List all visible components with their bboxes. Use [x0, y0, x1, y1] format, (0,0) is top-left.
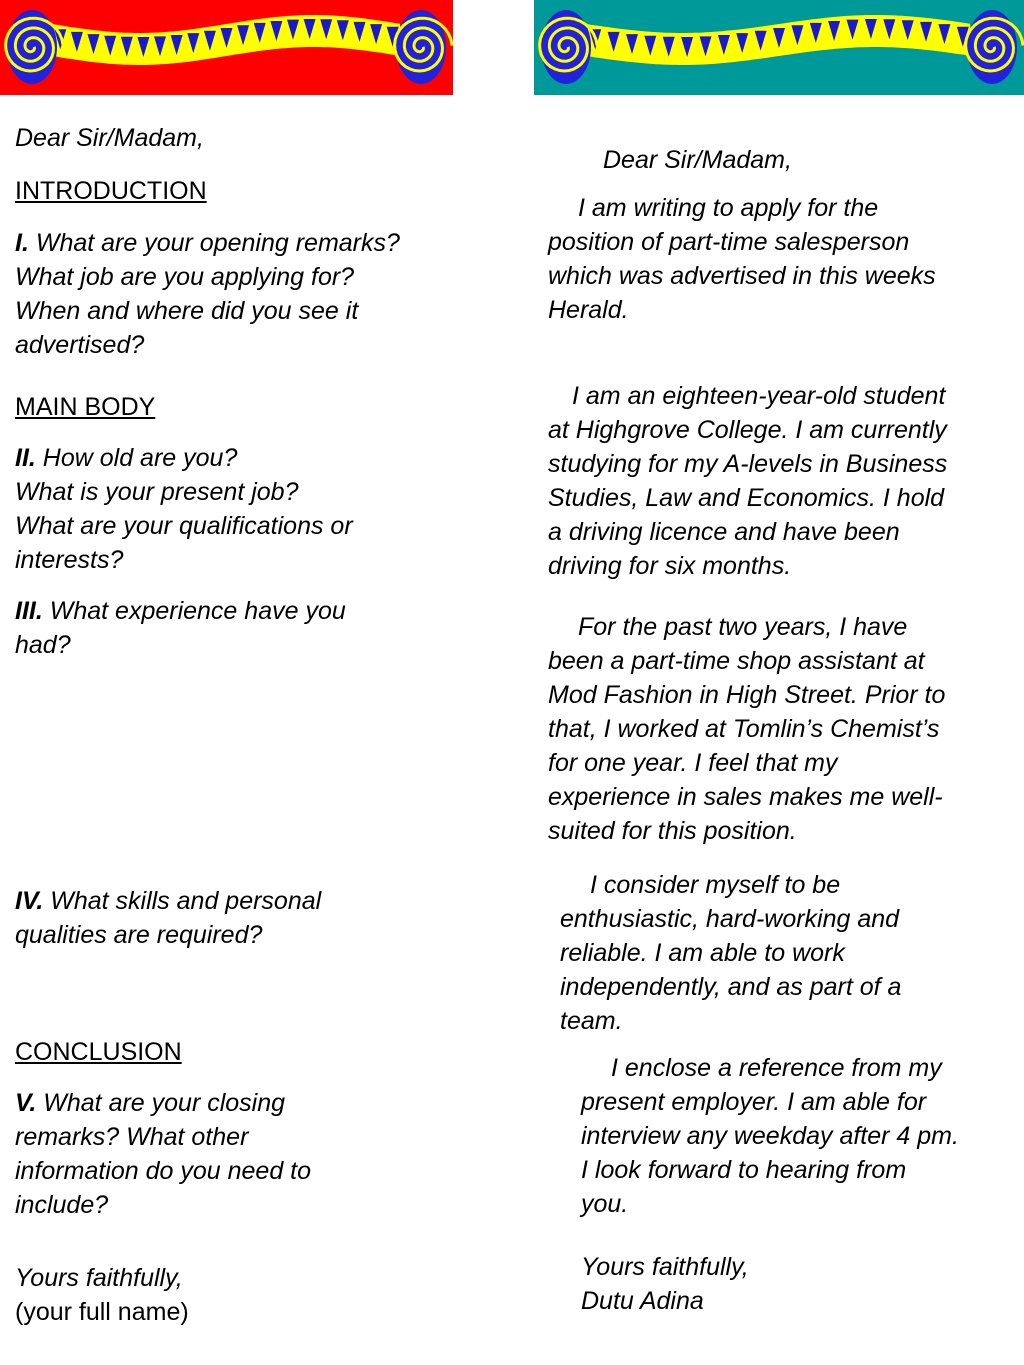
paragraph-line: I enclose a reference from my	[611, 1054, 942, 1082]
question-line: How old are you?	[35, 444, 238, 472]
question-line: When and where did you see it	[15, 297, 359, 325]
conclusion-heading: CONCLUSION	[15, 1038, 182, 1066]
triangle-wave-band	[0, 0, 453, 95]
letter-signature: Dutu Adina	[581, 1287, 704, 1315]
paragraph-line: reliable. I am able to work	[560, 939, 845, 967]
plan-greeting: Dear Sir/Madam,	[15, 124, 204, 152]
paragraph-line: at Highgrove College. I am currently	[548, 416, 947, 444]
question-line: What are your opening remarks?	[28, 229, 400, 257]
question-line: What skills and personal	[43, 887, 322, 915]
paragraph-line: interview any weekday after 4 pm.	[581, 1122, 959, 1150]
question-line: interests?	[15, 546, 124, 574]
paragraph-line: driving for six months.	[548, 552, 792, 580]
question-line: What are your qualifications or	[15, 512, 353, 540]
question-2	[15, 441, 353, 577]
question-line: What is your present job?	[15, 478, 299, 506]
letter-paragraph-5	[581, 1051, 959, 1221]
paragraph-line: team.	[560, 1007, 623, 1035]
question-line: What experience have you	[42, 597, 346, 625]
paragraph-line: been a part-time shop assistant at	[548, 647, 925, 675]
triangle-wave-band	[534, 0, 1024, 95]
letter-paragraph-4	[560, 868, 901, 1038]
closing-line: Yours faithfully,	[581, 1253, 749, 1281]
question-line: advertised?	[15, 331, 145, 359]
question-1	[15, 226, 400, 362]
numeral: III.	[15, 597, 43, 625]
numeral: IV.	[15, 887, 44, 915]
numeral: II.	[15, 444, 36, 472]
paragraph-line: experience in sales makes me well-	[548, 783, 943, 811]
question-line: What are your closing	[36, 1089, 286, 1117]
letter-paragraph-2	[548, 379, 947, 583]
main-body-heading: MAIN BODY	[15, 393, 156, 421]
decorative-banner-left	[0, 0, 453, 95]
paragraph-line: studying for my A-levels in Business	[548, 450, 948, 478]
letter-closing	[581, 1250, 749, 1318]
paragraph-line: suited for this position.	[548, 817, 797, 845]
question-line: qualities are required?	[15, 921, 263, 949]
paragraph-line: that, I worked at Tomlin’s Chemist’s	[548, 715, 940, 743]
paragraph-line: Studies, Law and Economics. I hold	[548, 484, 945, 512]
paragraph-line: Herald.	[548, 296, 629, 324]
paragraph-line: I am writing to apply for the	[578, 194, 879, 222]
paragraph-line: I look forward to hearing from	[581, 1156, 907, 1184]
letter-greeting: Dear Sir/Madam,	[603, 146, 792, 174]
letter-paragraph-3	[548, 610, 945, 848]
numeral: I.	[15, 229, 29, 257]
question-line: include?	[15, 1191, 109, 1219]
question-line: had?	[15, 631, 71, 659]
question-line: information do you need to	[15, 1157, 312, 1185]
question-4	[15, 884, 321, 952]
plan-signature: (your full name)	[15, 1298, 189, 1326]
paragraph-line: you.	[581, 1190, 629, 1218]
numeral: V.	[15, 1089, 37, 1117]
introduction-heading: INTRODUCTION	[15, 177, 207, 205]
question-5	[15, 1086, 311, 1222]
paragraph-line: independently, and as part of a	[560, 973, 902, 1001]
plan-closing: Yours faithfully,	[15, 1264, 183, 1292]
paragraph-line: I am an eighteen-year-old student	[572, 382, 946, 410]
paragraph-line: For the past two years, I have	[578, 613, 908, 641]
paragraph-line: enthusiastic, hard-working and	[560, 905, 900, 933]
question-3	[15, 594, 346, 662]
paragraph-line: a driving licence and have been	[548, 518, 900, 546]
paragraph-line: which was advertised in this weeks	[548, 262, 936, 290]
question-line: What job are you applying for?	[15, 263, 355, 291]
paragraph-line: Mod Fashion in High Street. Prior to	[548, 681, 946, 709]
paragraph-line: position of part-time salesperson	[548, 228, 910, 256]
letter-paragraph-1	[548, 191, 936, 327]
paragraph-line: for one year. I feel that my	[548, 749, 838, 777]
decorative-banner-right	[534, 0, 1024, 95]
question-line: remarks? What other	[15, 1123, 249, 1151]
paragraph-line: I consider myself to be	[590, 871, 841, 899]
paragraph-line: present employer. I am able for	[581, 1088, 927, 1116]
